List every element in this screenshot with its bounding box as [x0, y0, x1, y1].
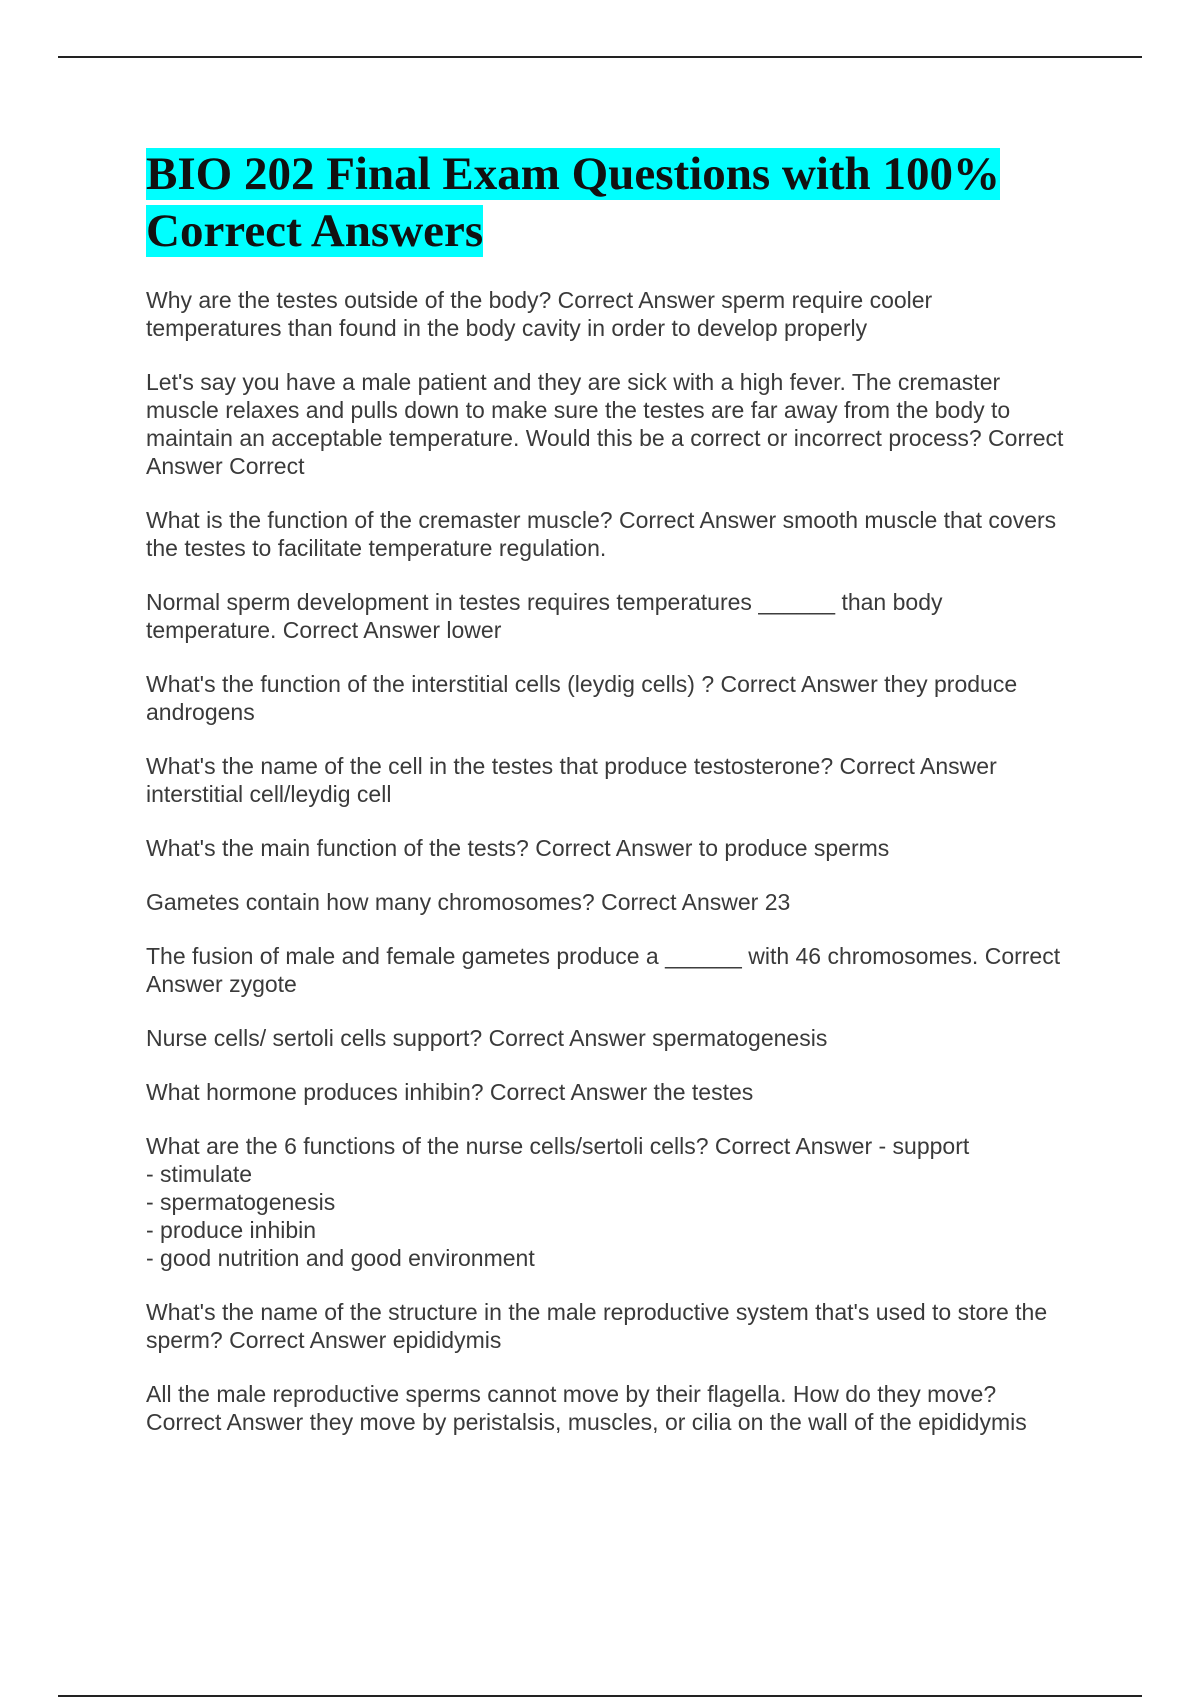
qa-entry: Normal sperm development in testes requires temperatures ______ than body temperature. Correct Answer lower [146, 589, 943, 643]
qa-entry: What are the 6 functions of the nurse cells/sertoli cells? Correct Answer - support - stimulate - spermatogenesis - produce inhibin - good nutrition and good environment [146, 1133, 970, 1271]
title-line-1: BIO 202 Final Exam Questions with 100% [146, 148, 1000, 200]
qa-entry: Nurse cells/ sertoli cells support? Correct Answer spermatogenesis [146, 1025, 828, 1051]
bottom-divider [58, 1695, 1142, 1697]
qa-entry: What hormone produces inhibin? Correct Answer the testes [146, 1079, 754, 1105]
qa-entry: Why are the testes outside of the body? Correct Answer sperm require cooler temperatures than found in the body cavity in order to develop properly [146, 287, 933, 341]
qa-entry: What is the function of the cremaster muscle? Correct Answer smooth muscle that covers the testes to facilitate temperature regulation. [146, 507, 1057, 561]
qa-entry: What's the main function of the tests? Correct Answer to produce sperms [146, 835, 890, 861]
qa-entry: What's the function of the interstitial cells (leydig cells) ? Correct Answer they produce androgens [146, 671, 1018, 725]
qa-entry: All the male reproductive sperms cannot move by their flagella. How do they move? Correct Answer they move by peristalsis, muscles, or cilia on the wall of the epididymis [146, 1381, 1027, 1435]
document-body [146, 146, 1066, 1462]
page-title [146, 146, 1066, 260]
qa-entry: What's the name of the structure in the male reproductive system that's used to store the sperm? Correct Answer epididymis [146, 1299, 1048, 1353]
qa-entry: The fusion of male and female gametes produce a ______ with 46 chromosomes. Correct Answer zygote [146, 943, 1061, 997]
qa-entry: Gametes contain how many chromosomes? Correct Answer 23 [146, 889, 791, 915]
title-line-2: Correct Answers [146, 205, 484, 257]
qa-entry: What's the name of the cell in the testes that produce testosterone? Correct Answer interstitial cell/leydig cell [146, 753, 997, 807]
top-divider [58, 56, 1142, 58]
qa-entry: Let's say you have a male patient and they are sick with a high fever. The cremaster muscle relaxes and pulls down to make sure the testes are far away from the body to maintain an acceptable temperature. Would this be a correct or incorrect process? Correct Answer Correct [146, 369, 1064, 479]
